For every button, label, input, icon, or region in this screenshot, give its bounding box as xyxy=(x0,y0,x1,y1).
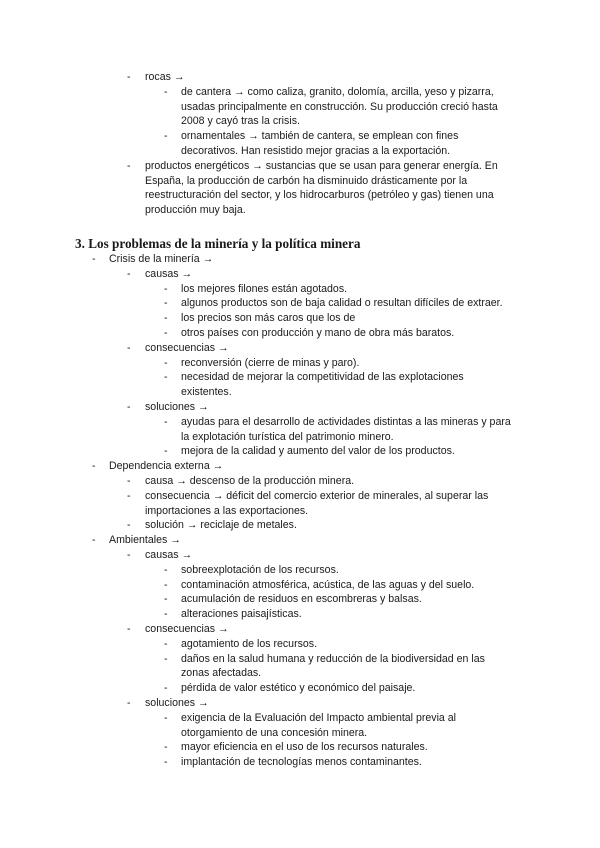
bullet-dash: - xyxy=(127,697,131,709)
bullet-dash: - xyxy=(164,593,168,606)
bullet-dash: - xyxy=(164,711,168,724)
bullet-dash: - xyxy=(127,489,131,502)
bullet-dash: - xyxy=(164,637,168,650)
list-item-continuation-text: producción muy baja. xyxy=(145,204,246,217)
list-item-text: necesidad de mejorar la competitividad de las explotaciones xyxy=(181,371,464,384)
bullet-dash: - xyxy=(92,534,96,547)
list-item-text: consecuencias → xyxy=(145,341,229,354)
bullet-dash: - xyxy=(92,460,96,473)
list-item-text: ornamentales → también de cantera, se emplean con fines xyxy=(181,130,459,143)
bullet-dash: - xyxy=(127,71,131,83)
bullet-dash: - xyxy=(92,253,96,265)
list-item-continuation-text: la explotación turística del patrimonio minero. xyxy=(181,430,394,443)
list-item-text: Crisis de la minería → xyxy=(109,253,214,265)
list-item-text: otros países con producción y mano de obra más baratos. xyxy=(181,327,455,339)
bullet-dash: - xyxy=(127,475,131,487)
bullet-dash: - xyxy=(127,267,131,280)
list-item-text: acumulación de residuos en escombreras y balsas. xyxy=(181,593,422,606)
list-item-continuation-text: usadas principalmente en construcción. Su producción creció hasta xyxy=(181,100,498,113)
list-item-continuation-text: zonas afectadas. xyxy=(181,667,262,680)
list-item-text: Dependencia externa → xyxy=(109,460,224,473)
list-item-text: consecuencias → xyxy=(145,623,229,635)
list-item-text: causa → descenso de la producción minera. xyxy=(145,475,355,487)
list-item-continuation-text: existentes. xyxy=(181,386,232,399)
list-item-text: productos energéticos → sustancias que se usan para generar energía. En xyxy=(145,159,498,172)
bullet-dash: - xyxy=(127,159,131,172)
section-heading: 3. Los problemas de la minería y la política minera xyxy=(75,236,361,251)
list-item-text: soluciones → xyxy=(145,401,209,413)
list-item-text: causas → xyxy=(145,267,193,280)
list-item-continuation-text: otorgamiento de una concesión minera. xyxy=(181,726,368,739)
list-item-text: pérdida de valor estético y económico del paisaje. xyxy=(181,682,416,695)
list-item-text: ayudas para el desarrollo de actividades distintas a las mineras y para xyxy=(181,415,511,428)
bullet-dash: - xyxy=(164,608,168,621)
list-item-continuation-text: España, la producción de carbón ha disminuido drásticamente por la xyxy=(145,174,468,187)
list-item-text: Ambientales → xyxy=(109,534,181,547)
list-item-text: contaminación atmosférica, acústica, de las aguas y del suelo. xyxy=(181,578,475,591)
list-item-continuation-text: 2008 y cayó tras la crisis. xyxy=(181,115,300,128)
bullet-dash: - xyxy=(164,652,168,665)
list-item-text: mayor eficiencia en el uso de los recursos naturales. xyxy=(181,741,428,754)
bullet-dash: - xyxy=(164,741,168,754)
bullet-dash: - xyxy=(164,563,168,576)
list-item-text: rocas → xyxy=(145,71,185,83)
list-item-text: implantación de tecnologías menos contaminantes. xyxy=(181,756,422,769)
bullet-dash: - xyxy=(164,312,168,325)
bullet-dash: - xyxy=(164,371,168,384)
bullet-dash: - xyxy=(127,519,131,532)
list-item-continuation-text: decorativos. Han resistido mejor gracias a la exportación. xyxy=(181,145,451,157)
bullet-dash: - xyxy=(164,327,168,339)
bullet-dash: - xyxy=(164,130,168,143)
bullet-dash: - xyxy=(164,356,168,369)
bullet-dash: - xyxy=(164,85,168,98)
bullet-dash: - xyxy=(164,756,168,769)
list-item-text: reconversión (cierre de minas y paro). xyxy=(181,356,360,369)
list-item-text: alteraciones paisajísticas. xyxy=(181,608,302,621)
list-item-text: causas → xyxy=(145,549,193,561)
bullet-dash: - xyxy=(164,297,168,310)
bullet-dash: - xyxy=(164,415,168,428)
bullet-dash: - xyxy=(127,401,131,413)
list-item-text: los mejores filones están agotados. xyxy=(181,282,348,295)
bullet-dash: - xyxy=(164,282,168,295)
bullet-dash: - xyxy=(127,549,131,561)
list-item-continuation-text: importaciones a las exportaciones. xyxy=(145,504,309,517)
bullet-dash: - xyxy=(127,623,131,635)
bullet-dash: - xyxy=(164,445,168,458)
list-item-text: sobreexplotación de los recursos. xyxy=(181,563,339,576)
list-item-text: soluciones → xyxy=(145,697,209,709)
list-item-text: algunos productos son de baja calidad o resultan difíciles de extraer. xyxy=(181,297,503,310)
list-item-text: daños en la salud humana y reducción de la biodiversidad en las xyxy=(181,652,485,665)
list-item-text: mejora de la calidad y aumento del valor de los productos. xyxy=(181,445,455,458)
list-item-text: consecuencia → déficit del comercio exterior de minerales, al superar las xyxy=(145,489,489,502)
list-item-text: exigencia de la Evaluación del Impacto ambiental previa al xyxy=(181,711,457,724)
list-item-continuation-text: reestructuración del sector, y los hidrocarburos (petróleo y gas) tienen una xyxy=(145,189,494,202)
bullet-dash: - xyxy=(164,578,168,591)
list-item-text: los precios son más caros que los de xyxy=(181,312,356,325)
list-item-text: solución → reciclaje de metales. xyxy=(145,519,297,532)
list-item-text: de cantera → como caliza, granito, dolomía, arcilla, yeso y pizarra, xyxy=(181,85,494,98)
bullet-dash: - xyxy=(164,682,168,695)
list-item-text: agotamiento de los recursos. xyxy=(181,637,318,650)
bullet-dash: - xyxy=(127,341,131,354)
